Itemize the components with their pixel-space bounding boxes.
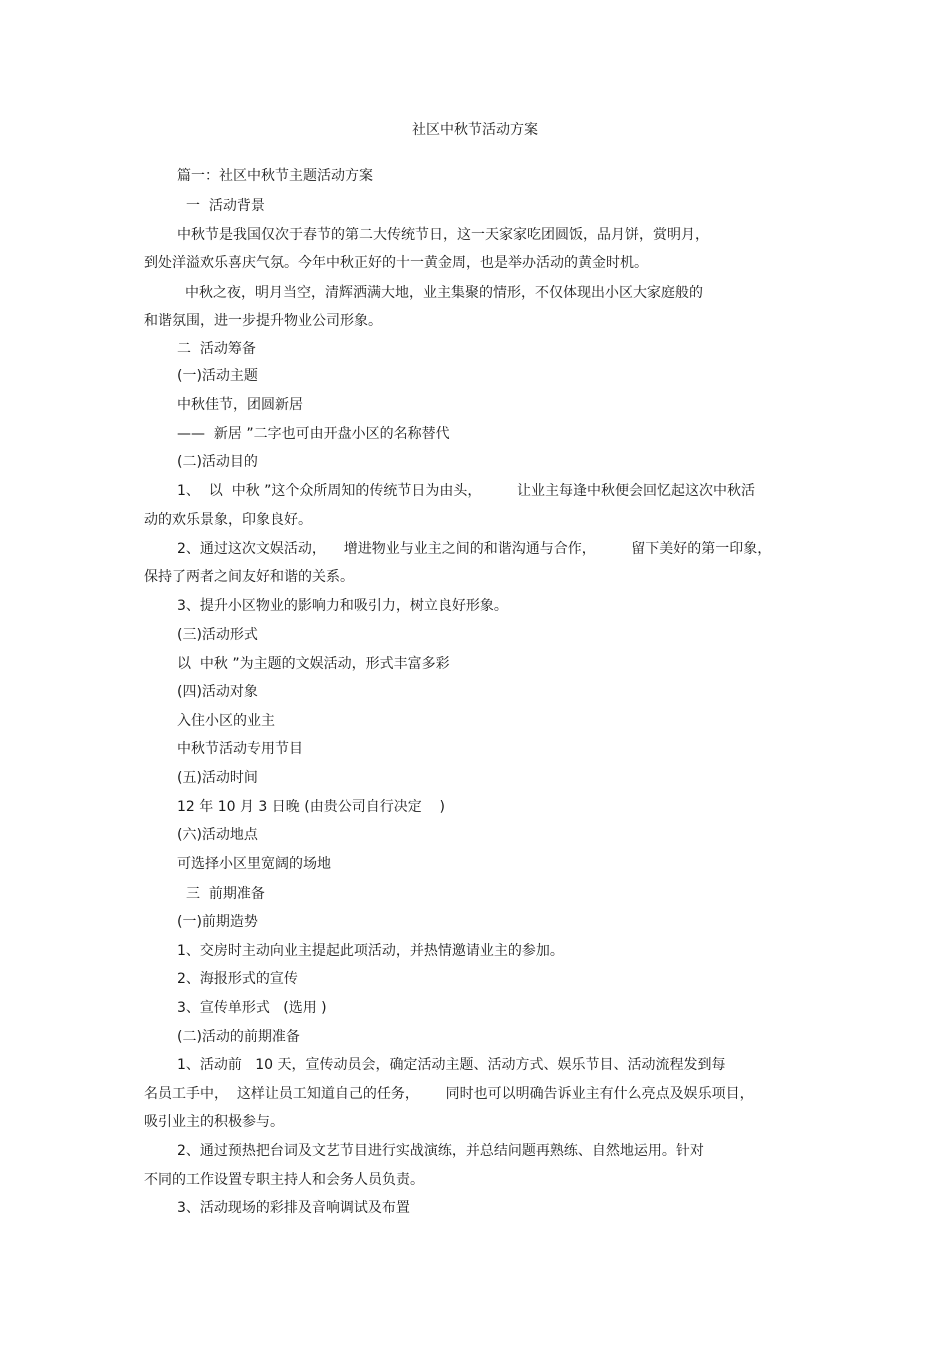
paragraph-line: 1、活动前 10 天，宣传动员会，确定活动主题、活动方式、娱乐节目、活动流程发到每	[177, 1057, 726, 1073]
paragraph-line: 到处洋溢欢乐喜庆气氛。今年中秋正好的十一黄金周，也是举办活动的黄金时机。	[144, 255, 648, 271]
paragraph-line: 吸引业主的积极参与。	[144, 1114, 284, 1130]
subsection-heading: (二)活动的前期准备	[177, 1029, 300, 1045]
paragraph-line: —— 新居 ”二字也可由开盘小区的名称替代	[177, 426, 450, 442]
paragraph-line: 和谐氛围，进一步提升物业公司形象。	[144, 313, 382, 329]
paragraph-line: 1、 以 中秋 ”这个众所周知的传统节日为由头， 让业主每逢中秋便会回忆起这次中秋活	[177, 483, 756, 499]
paragraph-line: 中秋佳节，团圆新居	[177, 397, 303, 413]
paragraph-line: 入住小区的业主	[177, 713, 275, 729]
paragraph-line: 中秋节活动专用节目	[177, 741, 303, 757]
subsection-heading: (四)活动对象	[177, 684, 258, 700]
paragraph-line: 12 年 10 月 3 日晚 (由贵公司自行决定 )	[177, 799, 445, 815]
section-heading: 三 前期准备	[186, 886, 265, 902]
paragraph-line: 3、提升小区物业的影响力和吸引力，树立良好形象。	[177, 598, 508, 614]
subsection-heading: (二)活动目的	[177, 454, 258, 470]
section-heading: 篇一：社区中秋节主题活动方案	[177, 168, 373, 184]
paragraph-line: 名员工手中， 这样让员工知道自己的任务， 同时也可以明确告诉业主有什么亮点及娱乐项目，	[144, 1086, 754, 1102]
document-title: 社区中秋节活动方案	[412, 122, 538, 138]
paragraph-line: 不同的工作设置专职主持人和会务人员负责。	[144, 1172, 424, 1188]
paragraph-line: 中秋节是我国仅次于春节的第二大传统节日，这一天家家吃团圆饭，品月饼，赏明月，	[177, 227, 709, 243]
subsection-heading: (五)活动时间	[177, 770, 258, 786]
paragraph-line: 中秋之夜，明月当空，清辉洒满大地，业主集聚的情形，不仅体现出小区大家庭般的	[185, 285, 703, 301]
paragraph-line: 2、通过这次文娱活动， 增进物业与业主之间的和谐沟通与合作， 留下美好的第一印象，	[177, 541, 772, 557]
paragraph-line: 可选择小区里宽阔的场地	[177, 856, 331, 872]
paragraph-line: 3、宣传单形式 (选用 )	[177, 1000, 327, 1016]
subsection-heading: (六)活动地点	[177, 827, 258, 843]
paragraph-line: 以 中秋 ”为主题的文娱活动，形式丰富多彩	[177, 656, 450, 672]
paragraph-line: 保持了两者之间友好和谐的关系。	[144, 569, 354, 585]
paragraph-line: 3、活动现场的彩排及音响调试及布置	[177, 1200, 410, 1216]
section-heading: 二 活动筹备	[177, 341, 256, 357]
section-heading: 一 活动背景	[186, 198, 265, 214]
subsection-heading: (一)活动主题	[177, 368, 258, 384]
paragraph-line: 1、交房时主动向业主提起此项活动，并热情邀请业主的参加。	[177, 943, 564, 959]
subsection-heading: (三)活动形式	[177, 627, 258, 643]
subsection-heading: (一)前期造势	[177, 914, 258, 930]
paragraph-line: 2、海报形式的宣传	[177, 971, 298, 987]
paragraph-line: 动的欢乐景象，印象良好。	[144, 512, 312, 528]
paragraph-line: 2、通过预热把台词及文艺节目进行实战演练，并总结问题再熟练、自然地运用。针对	[177, 1143, 704, 1159]
